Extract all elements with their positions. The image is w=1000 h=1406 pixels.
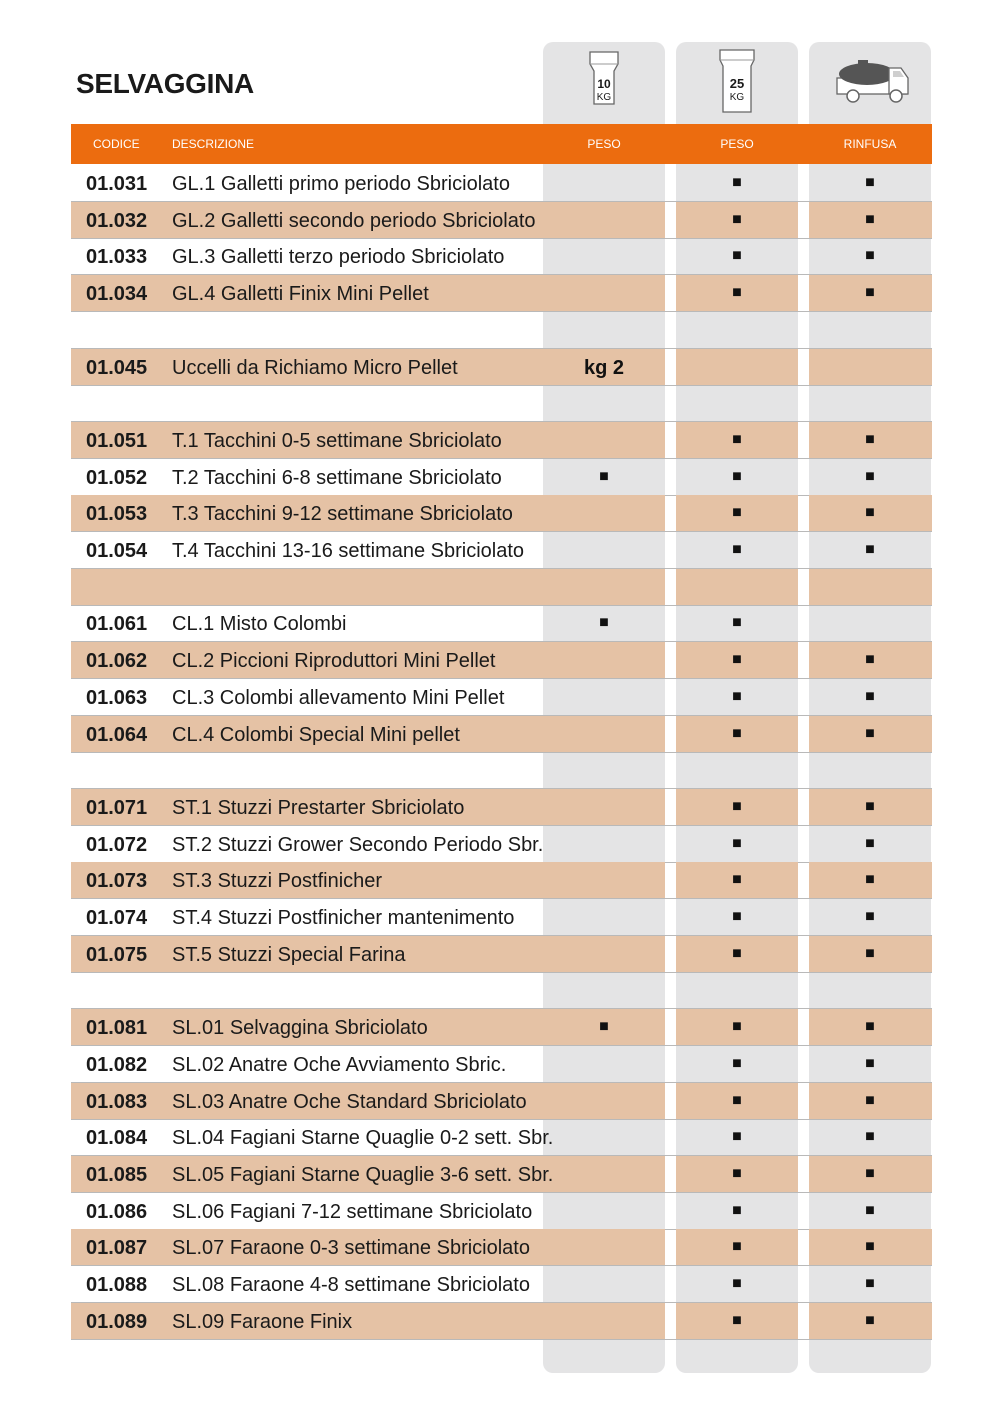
header-code: CODICE — [93, 137, 140, 151]
bag-25kg-number: 25 — [729, 76, 745, 91]
table-row — [71, 1156, 932, 1193]
availability-bulk: ■ — [865, 430, 875, 448]
availability-bulk: ■ — [865, 724, 875, 742]
table-row — [71, 1009, 932, 1046]
availability-bulk — [809, 752, 931, 788]
table-row — [71, 642, 932, 679]
product-description: SL.04 Fagiani Starne Quaglie 0-2 sett. Sbr. — [172, 1127, 554, 1150]
availability-bulk: ■ — [865, 651, 875, 669]
availability-bulk: ■ — [865, 871, 875, 889]
product-code: 01.052 — [86, 466, 148, 489]
header-description: DESCRIZIONE — [172, 137, 255, 151]
product-code: 01.062 — [86, 650, 148, 673]
table-row — [71, 1119, 932, 1156]
availability-10kg — [543, 385, 665, 421]
availability-25kg: ■ — [732, 1311, 742, 1329]
availability-10kg: ■ — [599, 614, 609, 632]
availability-10kg — [543, 789, 665, 825]
availability-10kg — [543, 1266, 665, 1302]
table-row — [71, 422, 932, 459]
availability-10kg — [543, 1046, 665, 1082]
availability-25kg: ■ — [732, 1091, 742, 1109]
availability-25kg: ■ — [732, 1054, 742, 1072]
bag-10kg-unit: KG — [596, 92, 612, 103]
bag-25kg-unit: KG — [729, 92, 745, 103]
availability-25kg: ■ — [732, 1164, 742, 1182]
availability-bulk: ■ — [865, 687, 875, 705]
availability-25kg: ■ — [732, 871, 742, 889]
table-row — [71, 1046, 932, 1083]
header-peso-25kg: PESO — [720, 137, 754, 151]
availability-bulk — [809, 569, 931, 605]
availability-25kg: ■ — [732, 1238, 742, 1256]
table-spacer-row — [71, 385, 932, 422]
availability-25kg: ■ — [732, 614, 742, 632]
availability-bulk: ■ — [865, 797, 875, 815]
product-code: 01.081 — [86, 1017, 148, 1040]
product-code: 01.064 — [86, 723, 148, 746]
product-code: 01.087 — [86, 1237, 148, 1260]
table-row — [71, 349, 932, 386]
availability-bulk: ■ — [865, 944, 875, 962]
availability-10kg — [543, 752, 665, 788]
table-row — [71, 605, 932, 642]
availability-bulk — [809, 385, 931, 421]
availability-25kg: ■ — [732, 1201, 742, 1219]
availability-bulk: ■ — [865, 908, 875, 925]
product-description: GL.2 Galletti secondo periodo Sbriciolato — [172, 209, 536, 232]
row-shade — [71, 569, 543, 605]
availability-bulk — [809, 349, 931, 385]
availability-10kg — [543, 716, 665, 752]
table-spacer-row — [71, 972, 932, 1009]
availability-bulk: ■ — [865, 1311, 875, 1329]
product-code: 01.034 — [86, 283, 148, 306]
availability-bulk: ■ — [865, 1054, 875, 1072]
bag-10kg-icon — [543, 44, 665, 120]
product-description: CL.1 Misto Colombi — [172, 613, 347, 636]
availability-25kg: ■ — [732, 651, 742, 669]
product-description: SL.05 Fagiani Starne Quaglie 3-6 sett. Sbr. — [172, 1163, 554, 1186]
product-description: T.2 Tacchini 6-8 settimane Sbriciolato — [172, 466, 502, 489]
table-row — [71, 1266, 932, 1303]
availability-bulk: ■ — [865, 174, 875, 191]
product-code: 01.086 — [86, 1200, 148, 1223]
product-description: T.4 Tacchini 13-16 settimane Sbriciolato — [172, 540, 525, 562]
availability-10kg — [543, 642, 665, 678]
product-code: 01.051 — [86, 429, 148, 452]
product-code: 01.061 — [86, 613, 148, 636]
product-description: SL.08 Faraone 4-8 settimane Sbriciolato — [172, 1274, 530, 1296]
availability-10kg — [543, 495, 665, 531]
availability-25kg: ■ — [732, 541, 742, 558]
product-code: 01.088 — [86, 1274, 148, 1296]
product-description: T.1 Tacchini 0-5 settimane Sbriciolato — [172, 429, 502, 452]
bag-10kg-number: 10 — [597, 77, 611, 91]
availability-bulk — [809, 972, 931, 1008]
availability-25kg: ■ — [732, 908, 742, 925]
availability-25kg — [676, 349, 798, 385]
availability-bulk: ■ — [865, 1091, 875, 1109]
availability-25kg — [676, 569, 798, 605]
table-row — [71, 1083, 932, 1120]
product-description: GL.1 Galletti primo periodo Sbriciolato — [172, 173, 510, 195]
availability-bulk: ■ — [865, 284, 875, 302]
availability-25kg: ■ — [732, 430, 742, 448]
availability-10kg — [543, 312, 665, 348]
availability-bulk: ■ — [865, 1275, 875, 1292]
table-row — [71, 275, 932, 312]
tanker-truck-icon — [809, 44, 931, 120]
availability-10kg — [543, 238, 665, 274]
availability-10kg — [543, 569, 665, 605]
table-row — [71, 716, 932, 753]
availability-25kg — [676, 312, 798, 348]
availability-bulk: ■ — [865, 1201, 875, 1219]
table-spacer-row — [71, 752, 932, 789]
availability-10kg — [543, 532, 665, 568]
product-code: 01.072 — [86, 833, 148, 856]
product-description: GL.3 Galletti terzo periodo Sbriciolato — [172, 246, 505, 269]
table-row — [71, 1193, 932, 1230]
availability-10kg — [543, 936, 665, 972]
product-code: 01.089 — [86, 1310, 148, 1333]
availability-25kg: ■ — [732, 284, 742, 302]
availability-25kg: ■ — [732, 944, 742, 962]
table-row — [71, 789, 932, 826]
product-code: 01.073 — [86, 870, 148, 893]
product-description: ST.5 Stuzzi Special Farina — [172, 943, 406, 966]
product-code: 01.084 — [86, 1127, 148, 1150]
availability-bulk: ■ — [865, 247, 875, 265]
table-row — [71, 165, 932, 202]
product-description: Uccelli da Richiamo Micro Pellet — [172, 356, 458, 379]
availability-10kg — [543, 679, 665, 715]
product-description: T.3 Tacchini 9-12 settimane Sbriciolato — [172, 503, 513, 526]
availability-10kg: ■ — [599, 467, 609, 485]
table-row — [71, 679, 932, 716]
product-description: SL.09 Faraone Finix — [172, 1310, 353, 1333]
table-row — [71, 495, 932, 532]
table-row — [71, 899, 932, 936]
product-description: ST.1 Stuzzi Prestarter Sbriciolato — [172, 796, 465, 819]
table-row — [71, 532, 932, 569]
availability-25kg: ■ — [732, 504, 742, 522]
availability-bulk: ■ — [865, 1238, 875, 1256]
availability-10kg — [543, 1193, 665, 1229]
table-row — [71, 459, 932, 496]
table-row — [71, 936, 932, 973]
availability-bulk — [809, 312, 931, 348]
availability-10kg — [543, 1303, 665, 1339]
availability-25kg: ■ — [732, 1275, 742, 1292]
product-description: SL.03 Anatre Oche Standard Sbriciolato — [172, 1090, 527, 1113]
product-code: 01.082 — [86, 1053, 148, 1076]
availability-bulk: ■ — [865, 1018, 875, 1036]
product-code: 01.033 — [86, 246, 148, 269]
availability-10kg — [543, 1083, 665, 1119]
table-row — [71, 826, 932, 863]
table-spacer-row — [71, 312, 932, 349]
availability-10kg — [543, 422, 665, 458]
availability-25kg — [676, 385, 798, 421]
product-code: 01.074 — [86, 907, 148, 929]
product-description: SL.06 Fagiani 7-12 settimane Sbriciolato — [172, 1200, 533, 1223]
product-description: ST.2 Stuzzi Grower Secondo Periodo Sbr. — [172, 833, 544, 856]
availability-10kg — [543, 1119, 665, 1155]
availability-bulk: ■ — [865, 834, 875, 852]
availability-bulk: ■ — [865, 210, 875, 228]
product-description: SL.02 Anatre Oche Avviamento Sbric. — [172, 1053, 507, 1076]
availability-25kg: ■ — [732, 467, 742, 485]
product-code: 01.083 — [86, 1090, 148, 1113]
product-description: CL.2 Piccioni Riproduttori Mini Pellet — [172, 650, 496, 673]
availability-10kg — [543, 1156, 665, 1192]
product-code: 01.054 — [86, 540, 148, 562]
availability-25kg: ■ — [732, 210, 742, 228]
availability-25kg: ■ — [732, 834, 742, 852]
product-description: ST.3 Stuzzi Postfinicher — [172, 870, 383, 893]
header-peso-10kg: PESO — [587, 137, 621, 151]
product-description: ST.4 Stuzzi Postfinicher mantenimento — [172, 907, 515, 929]
availability-10kg — [543, 862, 665, 898]
availability-10kg — [543, 202, 665, 238]
table-spacer-row — [71, 569, 932, 606]
page-title: SELVAGGINA — [76, 68, 254, 99]
product-description: SL.01 Selvaggina Sbriciolato — [172, 1017, 428, 1040]
product-code: 01.031 — [86, 173, 148, 195]
availability-bulk — [809, 605, 931, 641]
product-code: 01.071 — [86, 796, 148, 819]
availability-10kg: ■ — [599, 1018, 609, 1036]
table-header — [71, 124, 932, 164]
availability-25kg: ■ — [732, 724, 742, 742]
availability-bulk: ■ — [865, 1164, 875, 1182]
availability-10kg — [543, 826, 665, 862]
availability-25kg: ■ — [732, 1128, 742, 1146]
availability-25kg: ■ — [732, 247, 742, 265]
product-code: 01.075 — [86, 943, 148, 966]
availability-25kg: ■ — [732, 687, 742, 705]
availability-10kg — [543, 972, 665, 1008]
availability-10kg — [543, 165, 665, 201]
header-rinfusa: RINFUSA — [843, 137, 897, 151]
product-description: GL.4 Galletti Finix Mini Pellet — [172, 283, 429, 306]
table-row — [71, 1229, 932, 1266]
product-code: 01.053 — [86, 503, 148, 526]
availability-10kg — [543, 899, 665, 935]
bag-25kg-icon — [676, 44, 798, 120]
product-code: 01.032 — [86, 209, 148, 232]
product-code: 01.063 — [86, 686, 148, 709]
availability-10kg — [543, 275, 665, 311]
availability-bulk: ■ — [865, 1128, 875, 1146]
availability-25kg — [676, 972, 798, 1008]
availability-10kg: kg 2 — [583, 356, 625, 379]
availability-bulk: ■ — [865, 541, 875, 558]
table-row — [71, 862, 932, 899]
product-description: CL.3 Colombi allevamento Mini Pellet — [172, 686, 505, 709]
product-code: 01.045 — [86, 356, 148, 379]
table-row — [71, 238, 932, 275]
table-row — [71, 202, 932, 239]
availability-25kg — [676, 752, 798, 788]
product-description: SL.07 Faraone 0-3 settimane Sbriciolato — [172, 1237, 530, 1260]
product-code: 01.085 — [86, 1163, 148, 1186]
availability-10kg — [543, 1229, 665, 1265]
availability-25kg: ■ — [732, 174, 742, 191]
availability-bulk: ■ — [865, 467, 875, 485]
product-description: CL.4 Colombi Special Mini pellet — [172, 723, 460, 746]
availability-25kg: ■ — [732, 797, 742, 815]
availability-25kg: ■ — [732, 1018, 742, 1036]
table-row — [71, 1303, 932, 1340]
availability-bulk: ■ — [865, 504, 875, 522]
